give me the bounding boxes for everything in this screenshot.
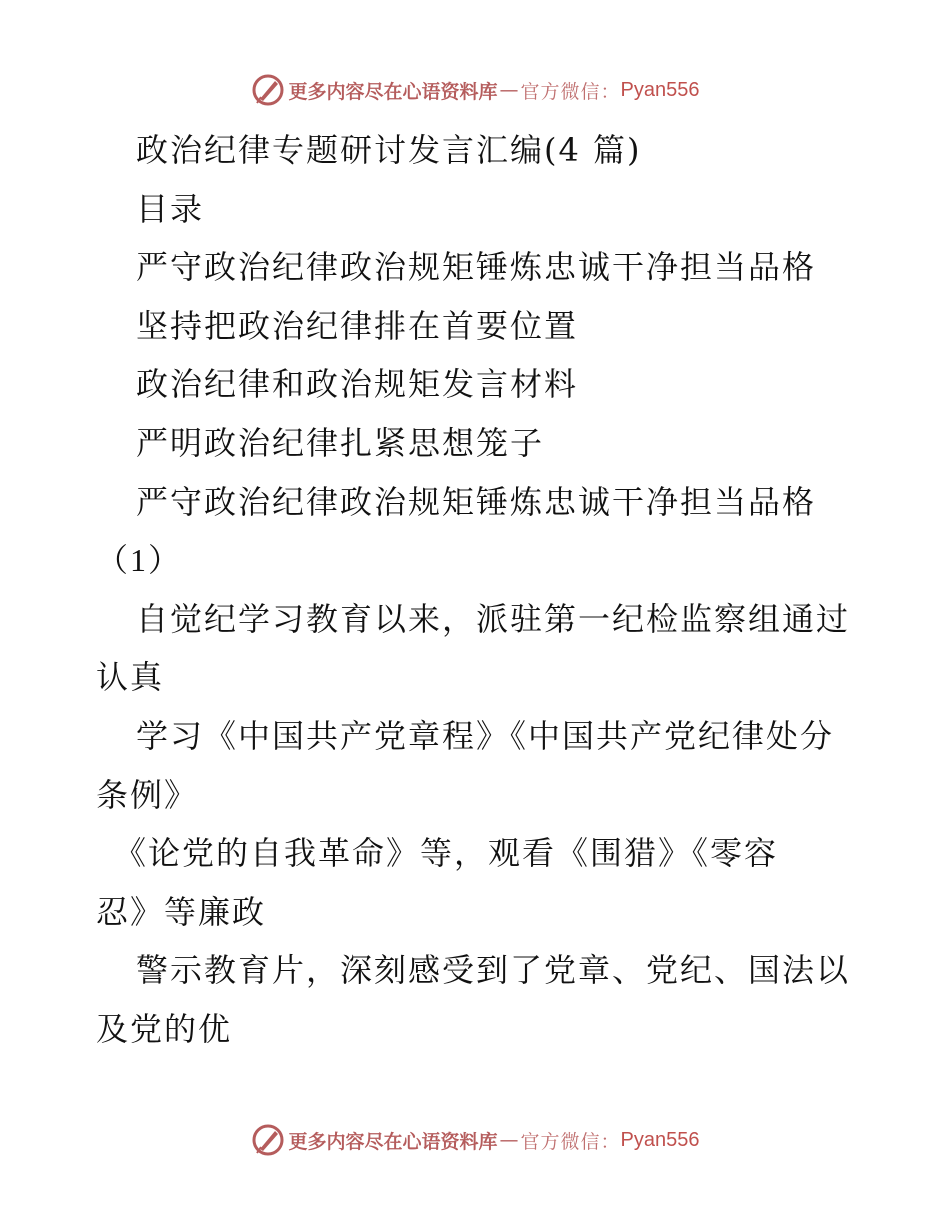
document-body [96,121,866,1059]
section-number: （1） [96,542,183,579]
toc-heading: 目录 [136,189,205,228]
quill-logo-icon [251,1123,285,1157]
watermark-main-text: 更多内容尽在心语资料库 [288,1130,498,1153]
paragraph-line: 及党的优 [96,1009,233,1048]
watermark-dash: — [499,1129,519,1151]
watermark-dash: — [499,79,519,101]
paragraph-line: 认真 [96,658,165,697]
paragraph-line: 警示教育片，深刻感受到了党章、党纪、国法以 [136,951,851,990]
paragraph-line: 自觉纪学习教育以来，派驻第一纪检监察组通过 [136,599,851,638]
watermark-sub-text: 官方微信： [520,80,621,103]
paragraph-line: 条例》 [96,775,199,814]
section-heading: 严守政治纪律政治规矩锤炼忠诚干净担当品格 [136,482,817,521]
paragraph-line: 《论党的自我革命》等，观看《围猎》《零容 [114,834,779,873]
watermark-main-text: 更多内容尽在心语资料库 [288,80,498,103]
toc-item-2: 坚持把政治纪律排在首要位置 [136,306,579,345]
toc-item-1: 严守政治纪律政治规矩锤炼忠诚干净担当品格 [136,248,817,287]
watermark-header [0,70,950,110]
watermark-sub-text: 官方微信： [520,1130,621,1153]
watermark-wechat-id: Pyan556 [620,1128,700,1151]
paragraph-line: 忍》等廉政 [96,892,267,931]
document-title: 政治纪律专题研讨发言汇编(4 篇) [136,131,642,169]
quill-logo-icon [251,73,285,107]
watermark-wechat-id: Pyan556 [620,78,700,101]
paragraph-line: 学习《中国共产党章程》《中国共产党纪律处分 [136,716,835,755]
toc-item-4: 严明政治纪律扎紧思想笼子 [136,423,545,462]
watermark-footer [0,1120,950,1160]
toc-item-3: 政治纪律和政治规矩发言材料 [136,365,579,404]
